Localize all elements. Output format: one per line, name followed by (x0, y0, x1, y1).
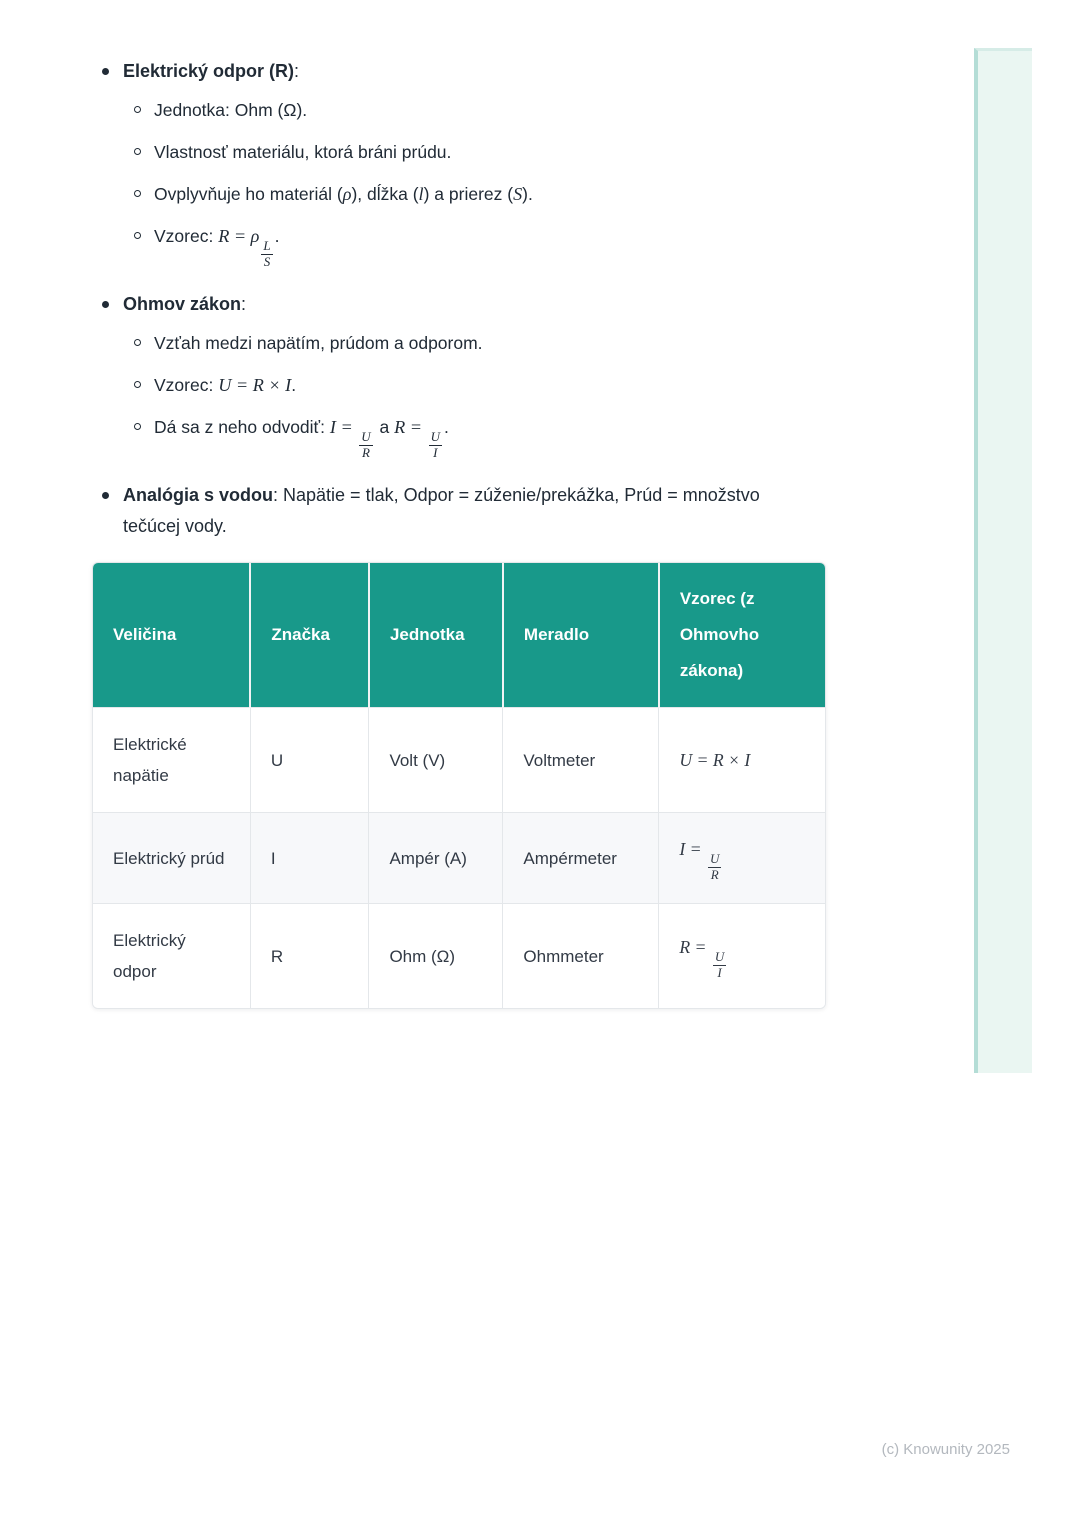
math-expression: I = (329, 417, 358, 438)
text-segment: Vzorec: (154, 226, 219, 246)
section-title (123, 56, 299, 87)
bullet-dot-icon (102, 301, 109, 308)
math-symbol: S (513, 184, 523, 204)
text-segment: . (274, 226, 280, 246)
math-fraction (713, 950, 726, 980)
text-segment: Vzorec: (154, 375, 219, 396)
section-title-text: Elektrický odpor (R) (123, 61, 295, 81)
section-title-colon: : (294, 61, 300, 81)
col-header-meradlo: Meradlo (503, 563, 659, 708)
text-segment: : Napätie = tlak, Odpor = zúženie/prekážka, Prúd = množstvo tečúcej vody. (123, 485, 760, 537)
bullet-circle-icon (134, 381, 141, 388)
section-title-colon: : (241, 294, 247, 315)
cell-znacka: U (250, 708, 369, 813)
col-header-vzorec: Vzorec (z Ohmovho zákona) (659, 563, 825, 708)
copyright-notice: (c) Knowunity 2025 (881, 1441, 1010, 1458)
text-segment: ). (522, 184, 533, 204)
cell-formula (659, 708, 825, 813)
cell-velicina: Elektrický odpor (93, 904, 250, 1009)
bullet-circle-icon (134, 190, 141, 197)
col-header-velicina: Veličina (93, 563, 250, 708)
list-item (0, 412, 960, 460)
fraction-numerator: U (714, 949, 725, 965)
math-expression: U = R × I (218, 375, 292, 396)
cell-meradlo: Ohmmeter (503, 904, 659, 1009)
math-expression: I = (679, 839, 706, 860)
math-symbol: ρ (342, 184, 352, 204)
section-elektricky-odpor (0, 56, 960, 269)
fraction-numerator: U (709, 851, 720, 867)
page-edge-decoration (974, 48, 1032, 1073)
text-segment: a (374, 417, 395, 438)
cell-znacka: R (250, 904, 369, 1009)
fraction-denominator: I (433, 444, 438, 460)
math-expression: U = R × I (679, 749, 751, 770)
math-symbol: l (418, 184, 424, 204)
bullet-circle-icon (134, 423, 141, 430)
cell-formula (659, 813, 825, 904)
cell-meradlo: Voltmeter (503, 708, 659, 813)
section-ohmov-zakon (0, 289, 960, 460)
cell-formula (659, 904, 825, 1009)
list-item-text (154, 370, 296, 401)
math-fraction (429, 430, 442, 460)
list-item-text: Vlastnosť materiálu, ktorá bráni prúdu. (154, 142, 452, 162)
math-expression: R = (679, 937, 711, 958)
list-item-text (154, 412, 449, 460)
text-segment: ) a prierez ( (423, 184, 514, 204)
bullet-dot-icon (102, 492, 109, 499)
list-item (0, 95, 960, 126)
fraction-denominator: I (717, 964, 722, 980)
cell-jednotka: Ampér (A) (369, 813, 503, 904)
math-expression: R = ρ (218, 226, 260, 246)
list-item-title (0, 480, 960, 542)
list-item (0, 179, 960, 210)
fraction-denominator: R (362, 444, 370, 460)
text-segment: . (291, 375, 297, 396)
cell-velicina: Elektrické napätie (93, 708, 250, 813)
bullet-dot-icon (102, 68, 109, 75)
math-fraction (708, 852, 721, 882)
table-header-row (93, 563, 825, 708)
table-row (93, 904, 825, 1009)
table-row (93, 813, 825, 904)
section-title-text: Ohmov zákon (123, 294, 242, 315)
cell-meradlo: Ampérmeter (503, 813, 659, 904)
bullet-circle-icon (134, 148, 141, 155)
cell-jednotka: Volt (V) (369, 708, 503, 813)
text-segment: Ovplyvňuje ho materiál ( (154, 184, 343, 204)
col-header-znacka: Značka (250, 563, 369, 708)
fraction-numerator: L (263, 238, 271, 253)
text-segment: ), dĺžka ( (351, 184, 419, 204)
cell-jednotka: Ohm (Ω) (369, 904, 503, 1009)
math-fraction (359, 430, 372, 460)
section-title-text: Analógia s vodou (123, 485, 274, 506)
cell-velicina: Elektrický prúd (93, 813, 250, 904)
cell-znacka: I (250, 813, 369, 904)
list-item-title (0, 56, 960, 87)
list-item (0, 137, 960, 168)
fraction-denominator: S (263, 253, 271, 269)
math-expression: R = (394, 417, 427, 438)
list-item-text (154, 221, 280, 269)
fraction-numerator: U (430, 429, 441, 445)
bullet-circle-icon (134, 232, 141, 239)
section-analogia-s-vodou (0, 480, 960, 542)
table-row (93, 708, 825, 813)
bullet-circle-icon (134, 106, 141, 113)
col-header-jednotka: Jednotka (369, 563, 503, 708)
list-item-title (0, 289, 960, 320)
math-fraction (261, 239, 272, 269)
fraction-numerator: U (361, 429, 371, 445)
text-segment: Dá sa z neho odvodiť: (154, 417, 330, 438)
list-item-text: Jednotka: Ohm (Ω). (154, 100, 308, 120)
list-item (0, 370, 960, 401)
list-item (0, 328, 960, 359)
fraction-denominator: R (710, 866, 719, 882)
list-item (0, 221, 960, 269)
section-title (123, 480, 813, 542)
section-title (123, 289, 246, 320)
quantities-table (92, 562, 826, 1009)
bullet-circle-icon (134, 339, 141, 346)
list-item-text (154, 179, 533, 210)
list-item-text: Vzťah medzi napätím, prúdom a odporom. (154, 333, 483, 354)
text-segment: . (444, 417, 449, 438)
